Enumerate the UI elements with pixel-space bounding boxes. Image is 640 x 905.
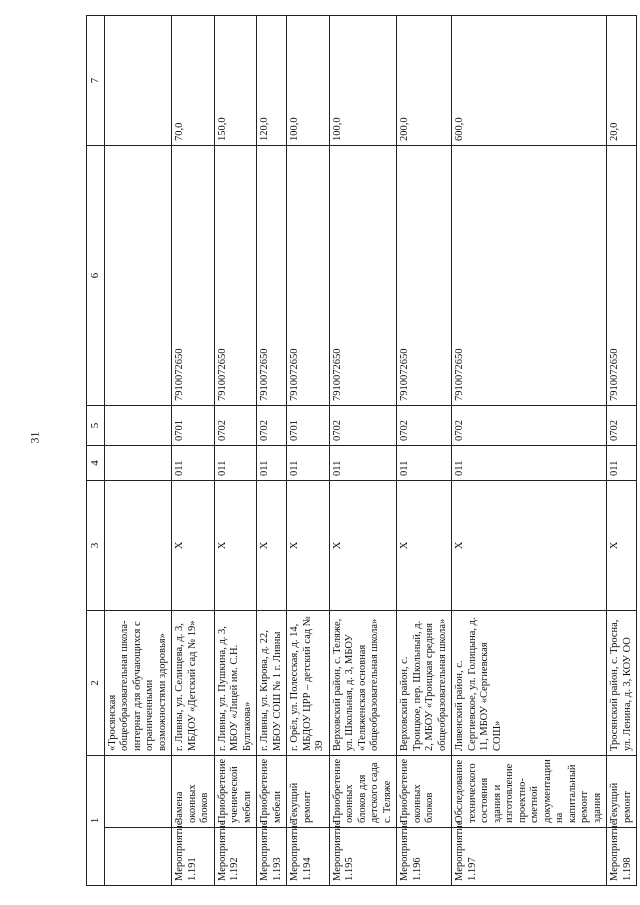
row-col4: 011 (257, 446, 287, 481)
row-name: Приобретение ученической мебели (214, 756, 257, 828)
row-col5: 0702 (257, 406, 287, 446)
row-col5: 0702 (607, 406, 637, 446)
row-col7: 100,0 (329, 16, 397, 146)
row-col3: Х (607, 481, 637, 611)
table-row (257, 16, 287, 886)
row-col3: Х (397, 481, 452, 611)
row-id: Мероприятие 1.192 (214, 828, 257, 886)
row-col4: 011 (172, 446, 215, 481)
row-id: Мероприятие 1.198 (607, 828, 637, 886)
table-row (329, 16, 397, 886)
row-name: Приобретение мебели (257, 756, 287, 828)
row-address: Верховский район, с. Теляже, ул. Школьная, д. 3, МБОУ «Теляженская основная общеобразовательная школа» (329, 611, 397, 756)
row-col3: Х (452, 481, 607, 611)
row-col6: 7910072650 (172, 146, 215, 406)
row-address: г. Ливны, ул. Селищева, д. 3, МБДОУ «Детский сад № 19» (172, 611, 215, 756)
empty-cell (104, 146, 172, 406)
row-id: Мероприятие 1.193 (257, 828, 287, 886)
header-cell-6: 6 (87, 146, 105, 406)
row-col4: 011 (214, 446, 257, 481)
row-col7: 20,0 (607, 16, 637, 146)
row-address: г. Ливны, ул. Кирова, д. 22, МБОУ СОШ № 1 г. Ливны (257, 611, 287, 756)
row-name: Обследование технического состояния здания и изготовление проектно-сметной документации на капитальный ремонт здания (452, 756, 607, 828)
empty-cell (104, 756, 172, 828)
header-row (87, 16, 105, 886)
empty-cell (104, 446, 172, 481)
row-col7: 120,0 (257, 16, 287, 146)
row-col7: 100,0 (287, 16, 330, 146)
row-address: г. Ливны, ул. Пушкина, д. 3, МБОУ «Лицей им. С.Н. Булгакова» (214, 611, 257, 756)
row-col4: 011 (397, 446, 452, 481)
empty-cell (104, 406, 172, 446)
row-id: Мероприятие 1.195 (329, 828, 397, 886)
header-cell-3: 3 (87, 481, 105, 611)
header-cell-5: 5 (87, 406, 105, 446)
row-col3: Х (329, 481, 397, 611)
row-name: Приобретение оконных блоков для детского сада с. Теляже (329, 756, 397, 828)
row-col3: Х (287, 481, 330, 611)
row-col6: 7910072650 (607, 146, 637, 406)
header-cell-2: 2 (87, 611, 105, 756)
row-col7: 70,0 (172, 16, 215, 146)
row-col6: 7910072650 (452, 146, 607, 406)
row-col6: 7910072650 (257, 146, 287, 406)
row-name: Замена оконных блоков (172, 756, 215, 828)
header-cell-1: 1 (87, 756, 105, 886)
row-address: Верховский район, с. Троицкое, пер. Школьный, д. 2, МБОУ «Троицкая средняя общеобразовательная школа» (397, 611, 452, 756)
budget-table (86, 15, 637, 886)
row-col3: Х (257, 481, 287, 611)
intro-text: «Тросянская общеобразовательная школа-интернат для обучающихся с ограниченными возможностями здоровья» (104, 611, 172, 756)
row-address: Тросянский район, с. Тросна, ул. Ленина, д. 3, КОУ ОО (607, 611, 637, 756)
empty-cell (104, 481, 172, 611)
row-id: Мероприятие 1.191 (172, 828, 215, 886)
row-col4: 011 (452, 446, 607, 481)
row-address: Ливенский район, с. Сергиевское, ул. Голицына, д. 11, МБОУ «Сергиевская СОШ» (452, 611, 607, 756)
table-row (287, 16, 330, 886)
page-number: 31 (27, 431, 42, 444)
empty-cell (104, 16, 172, 146)
row-col3: Х (214, 481, 257, 611)
intro-row (104, 16, 172, 886)
row-col6: 7910072650 (397, 146, 452, 406)
row-name: Текущий ремонт (607, 756, 637, 828)
header-cell-7: 7 (87, 16, 105, 146)
row-name: Текущий ремонт (287, 756, 330, 828)
row-col4: 011 (287, 446, 330, 481)
table-row (172, 16, 215, 886)
table-row (607, 16, 637, 886)
row-col6: 7910072650 (329, 146, 397, 406)
row-col3: Х (172, 481, 215, 611)
table-body (172, 16, 637, 886)
header-cell-4: 4 (87, 446, 105, 481)
row-col5: 0702 (214, 406, 257, 446)
row-address: г. Орёл, ул. Полесская, д. 14, МБДОУ ЦРР – детский сад № 39 (287, 611, 330, 756)
row-id: Мероприятие 1.196 (397, 828, 452, 886)
row-id: Мероприятие 1.194 (287, 828, 330, 886)
table-row (214, 16, 257, 886)
row-col5: 0701 (172, 406, 215, 446)
table-row (397, 16, 452, 886)
empty-cell (104, 828, 172, 886)
row-col4: 011 (607, 446, 637, 481)
row-col6: 7910072650 (287, 146, 330, 406)
rotated-table-wrapper (86, 16, 633, 886)
row-col7: 150,0 (214, 16, 257, 146)
row-col5: 0702 (329, 406, 397, 446)
row-name: Приобретение оконных блоков (397, 756, 452, 828)
row-col5: 0702 (452, 406, 607, 446)
row-col4: 011 (329, 446, 397, 481)
row-col5: 0702 (397, 406, 452, 446)
row-col6: 7910072650 (214, 146, 257, 406)
row-id: Мероприятие 1.197 (452, 828, 607, 886)
table-row (452, 16, 607, 886)
row-col5: 0701 (287, 406, 330, 446)
row-col7: 600,0 (452, 16, 607, 146)
row-col7: 200,0 (397, 16, 452, 146)
